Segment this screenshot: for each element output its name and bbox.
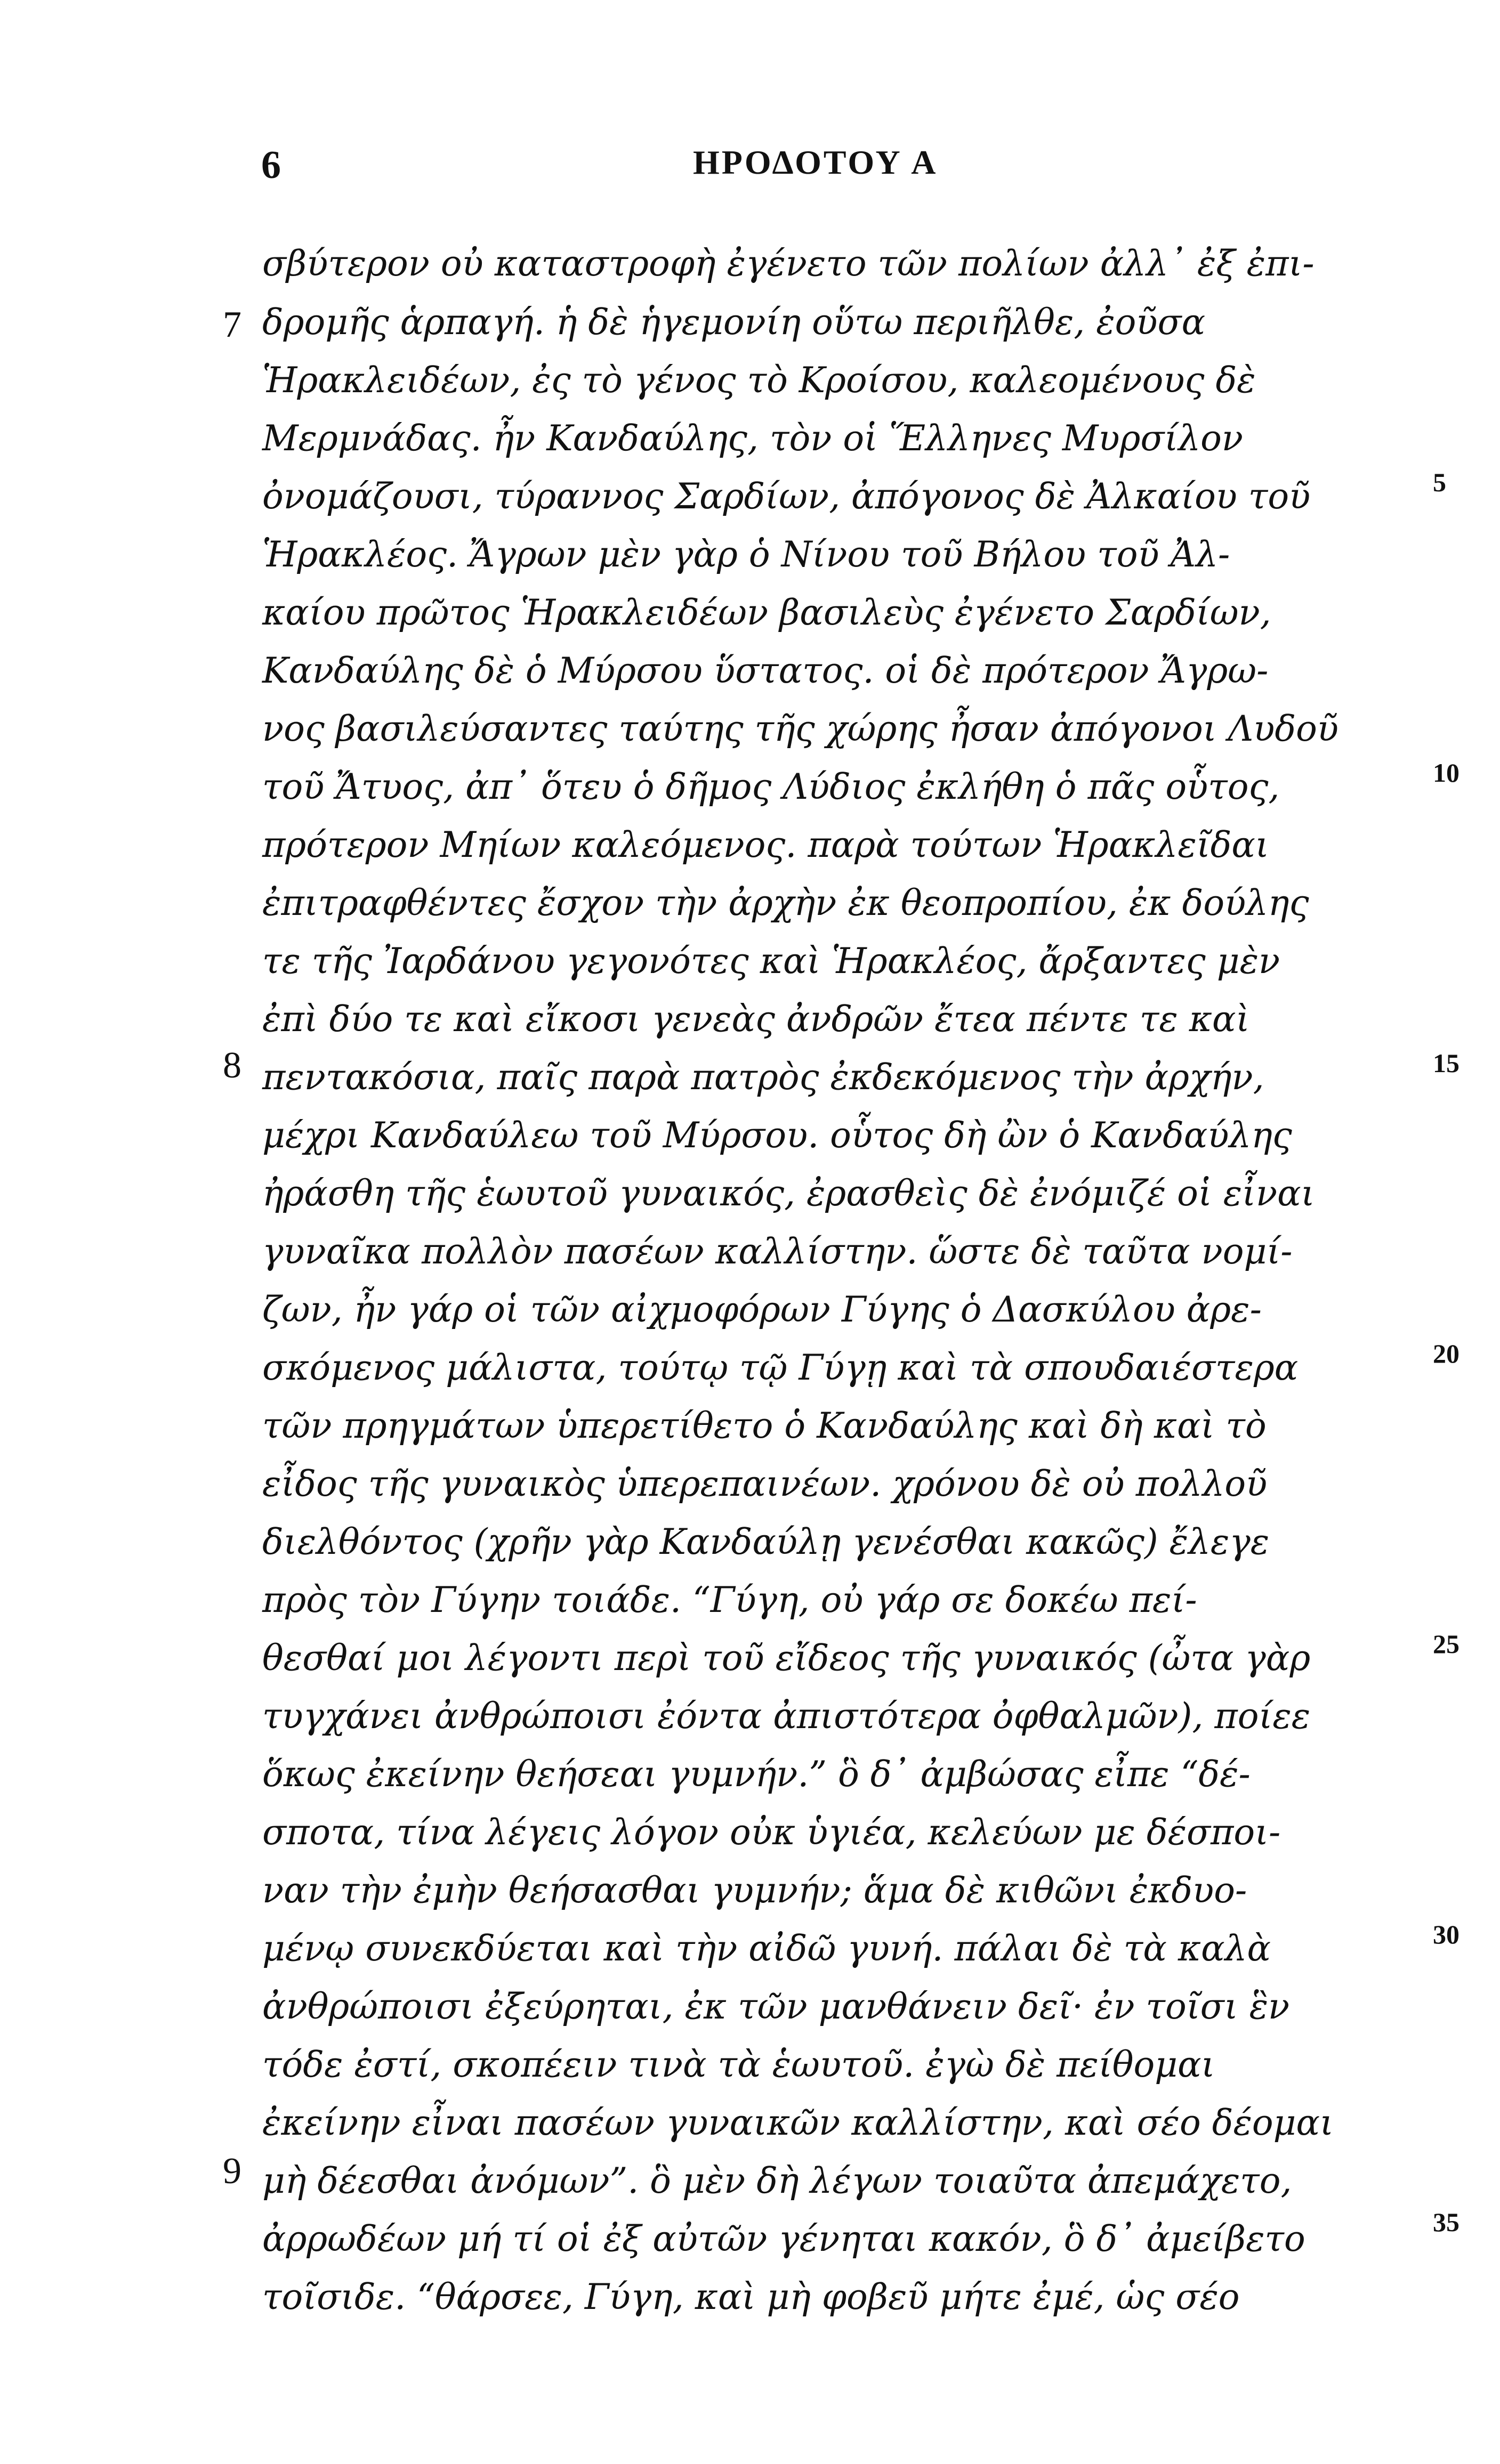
text-line: σβύτερον οὐ καταστροφὴ ἐγένετο τῶν πολίων ἀλλ᾽ ἐξ ἐπι-	[262, 243, 1314, 284]
text-line: πεντακόσια, παῖς παρὰ πατρὸς ἐκδεκόμενος τὴν ἀρχήν,	[262, 1057, 1264, 1098]
running-title: ΗΡΟΔΟΤΟΥ Α	[693, 143, 938, 181]
line-number-20: 20	[1433, 1339, 1459, 1368]
text-line: τοῖσιδε. “θάρσεε, Γύγη, καὶ μὴ φοβεῦ μήτε ἐμέ, ὡς σέο	[262, 2276, 1240, 2317]
text-line: σποτα, τίνα λέγεις λόγον οὐκ ὑγιέα, κελεύων με δέσποι-	[262, 1812, 1281, 1853]
text-line: γυναῖκα πολλὸν πασέων καλλίστην. ὥστε δὲ ταῦτα νομί-	[262, 1231, 1293, 1272]
text-line: δρομῆς ἁρπαγή. ἡ δὲ ἡγεμονίη οὕτω περιῆλθε, ἐοῦσα	[262, 302, 1206, 343]
text-line: ναν τὴν ἐμὴν θεήσασθαι γυμνήν; ἅμα δὲ κιθῶνι ἐκδυο-	[262, 1870, 1247, 1911]
text-line: θεσθαί μοι λέγοντι περὶ τοῦ εἴδεος τῆς γυναικός (ὦτα γὰρ	[262, 1638, 1311, 1679]
text-line: μένῳ συνεκδύεται καὶ τὴν αἰδῶ γυνή. πάλαι δὲ τὰ καλὰ	[262, 1928, 1271, 1969]
chapter-marker-7: 7	[223, 304, 241, 345]
text-line: πρὸς τὸν Γύγην τοιάδε. “Γύγη, οὐ γάρ σε δοκέω πεί-	[262, 1579, 1197, 1620]
text-line: εἶδος τῆς γυναικὸς ὑπερεπαινέων. χρόνου δὲ οὐ πολλοῦ	[262, 1463, 1268, 1504]
text-line: καίου πρῶτος Ἡρακλειδέων βασιλεὺς ἐγένετο Σαρδίων,	[262, 592, 1271, 633]
text-line: τε τῆς Ἰαρδάνου γεγονότες καὶ Ἡρακλέος, ἄρξαντες μὲν	[262, 941, 1280, 982]
text-line: τοῦ Ἄτυος, ἀπ᾽ ὅτευ ὁ δῆμος Λύδιος ἐκλήθη ὁ πᾶς οὗτος,	[262, 766, 1280, 807]
text-line: διελθόντος (χρῆν γὰρ Κανδαύλῃ γενέσθαι κακῶς) ἔλεγε	[262, 1521, 1270, 1562]
text-line: ὅκως ἐκείνην θεήσεαι γυμνήν.” ὃ δ᾽ ἀμβώσας εἶπε “δέ-	[262, 1754, 1251, 1795]
line-number-15: 15	[1433, 1048, 1459, 1078]
text-line: σκόμενος μάλιστα, τούτῳ τῷ Γύγῃ καὶ τὰ σπουδαιέστερα	[262, 1347, 1299, 1388]
text-line: πρότερον Μηίων καλεόμενος. παρὰ τούτων Ἡρακλεῖδαι	[262, 824, 1269, 865]
line-number-25: 25	[1433, 1629, 1459, 1659]
text-line: ὀνομάζουσι, τύραννος Σαρδίων, ἀπόγονος δὲ Ἀλκαίου τοῦ	[262, 476, 1311, 517]
text-line: τυγχάνει ἀνθρώποισι ἐόντα ἀπιστότερα ὀφθαλμῶν), ποίεε	[262, 1696, 1311, 1737]
text-line: Κανδαύλης δὲ ὁ Μύρσου ὕστατος. οἱ δὲ πρότερον Ἄγρω-	[262, 650, 1269, 691]
text-line: τῶν πρηγμάτων ὑπερετίθετο ὁ Κανδαύλης καὶ δὴ καὶ τὸ	[262, 1405, 1267, 1446]
chapter-marker-9: 9	[223, 2151, 241, 2192]
text-line: ἐπὶ δύο τε καὶ εἴκοσι γενεὰς ἀνδρῶν ἔτεα πέντε τε καὶ	[262, 999, 1250, 1040]
line-number-10: 10	[1433, 758, 1459, 788]
text-line: μὴ δέεσθαι ἀνόμων”. ὃ μὲν δὴ λέγων τοιαῦτα ἀπεμάχετο,	[262, 2160, 1292, 2201]
text-line: Ἡρακλέος. Ἄγρων μὲν γὰρ ὁ Νίνου τοῦ Βήλου τοῦ Ἀλ-	[262, 534, 1230, 575]
line-number-35: 35	[1433, 2207, 1459, 2237]
text-line: Μερμνάδας. ἦν Κανδαύλης, τὸν οἱ Ἕλληνες Μυρσίλον	[262, 418, 1244, 459]
text-line: νος βασιλεύσαντες ταύτης τῆς χώρης ἦσαν ἀπόγονοι Λυδοῦ	[262, 708, 1338, 749]
line-number-30: 30	[1433, 1919, 1459, 1949]
line-number-5: 5	[1433, 467, 1446, 497]
text-line: ζων, ἦν γάρ οἱ τῶν αἰχμοφόρων Γύγης ὁ Δασκύλου ἀρε-	[262, 1289, 1262, 1330]
page-number: 6	[261, 143, 281, 187]
text-line: ἐκείνην εἶναι πασέων γυναικῶν καλλίστην, καὶ σέο δέομαι	[262, 2102, 1334, 2143]
chapter-marker-8: 8	[223, 1045, 241, 1086]
text-line: μέχρι Κανδαύλεω τοῦ Μύρσου. οὗτος δὴ ὢν ὁ Κανδαύλης	[262, 1115, 1292, 1156]
text-line: τόδε ἐστί, σκοπέειν τινὰ τὰ ἑωυτοῦ. ἐγὼ δὲ πείθομαι	[262, 2044, 1215, 2085]
text-line: ἐπιτραφθέντες ἔσχον τὴν ἀρχὴν ἐκ θεοπροπίου, ἐκ δούλης	[262, 882, 1309, 923]
text-line: ἠράσθη τῆς ἑωυτοῦ γυναικός, ἐρασθεὶς δὲ ἐνόμιζέ οἱ εἶναι	[262, 1173, 1315, 1214]
text-line: ἀρρωδέων μή τί οἱ ἐξ αὐτῶν γένηται κακόν, ὃ δ᾽ ἀμείβετο	[262, 2218, 1305, 2259]
text-line: Ἡρακλειδέων, ἐς τὸ γένος τὸ Κροίσου, καλεομένους δὲ	[262, 360, 1256, 401]
text-line: ἀνθρώποισι ἐξεύρηται, ἐκ τῶν μανθάνειν δεῖ· ἐν τοῖσι ἓν	[262, 1986, 1290, 2027]
